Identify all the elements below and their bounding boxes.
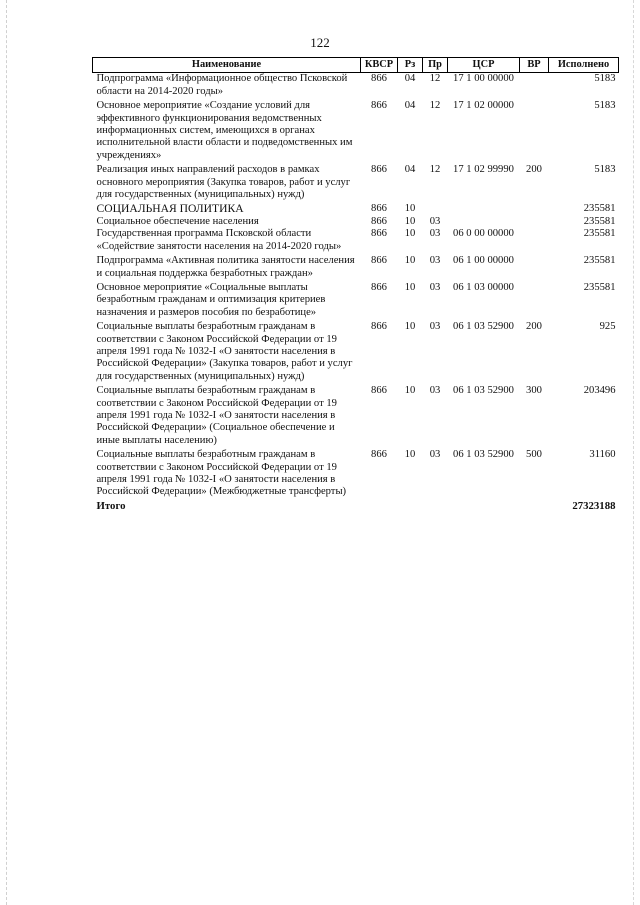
row-rz: 04	[404, 164, 416, 176]
row-name: Подпрограмма «Информационное общество Псковской области на 2014-2020 годы»	[96, 73, 348, 97]
row-kvsr: 866	[371, 385, 387, 397]
row-rz: 10	[404, 215, 416, 227]
row-pr: 03	[429, 281, 441, 293]
row-csr: 06 1 03 52900	[453, 385, 514, 397]
row-vr	[520, 280, 549, 319]
table-row	[93, 319, 619, 383]
row-name: Социальное обеспечение населения	[96, 215, 259, 227]
row-kvsr: 866	[371, 281, 387, 293]
row-rz: 10	[404, 321, 416, 333]
row-name: Реализация иных направлений расходов в рамках основного мероприятия (Закупка товаров, работ и услуг для государственных (муниципальных) нужд)	[96, 164, 351, 201]
table-row	[93, 216, 619, 228]
row-name: Государственная программа Псковской области «Содействие занятости населения на 2014-2020 годы»	[96, 228, 342, 252]
row-csr: 17 1 02 99990	[453, 164, 514, 176]
row-pr: 12	[429, 73, 441, 85]
row-name: Подпрограмма «Активная политика занятости населения и социальная поддержка безработных граждан»	[96, 255, 355, 279]
header-csr: ЦСР	[448, 58, 520, 73]
total-label: Итого	[96, 499, 126, 512]
row-csr: 17 1 02 00000	[453, 100, 514, 112]
row-vr	[520, 201, 549, 215]
header-name: Наименование	[93, 58, 361, 73]
table-row	[93, 253, 619, 280]
row-name: Основное мероприятие «Социальные выплаты безработным гражданам и оптимизация критериев назначения и размеров пособия по безработице»	[96, 281, 326, 318]
row-done: 5183	[594, 164, 616, 176]
row-rz: 10	[404, 385, 416, 397]
row-name: Социальные выплаты безработным гражданам в соответствии с Законом Российской Федерации от 19 апреля 1991 года № 1032-I «О занятости населения в Российской Федерации» (Закупка товаров, работ и услуг для государственных (муниципальных) нужд)	[96, 321, 353, 382]
table-row	[93, 73, 619, 98]
row-rz: 10	[404, 203, 416, 215]
scan-edge-left	[6, 0, 7, 905]
row-csr: 06 1 03 52900	[453, 321, 514, 333]
header-vr: ВР	[520, 58, 549, 73]
row-pr: 03	[429, 321, 441, 333]
table-row	[93, 383, 619, 447]
row-vr	[520, 253, 549, 280]
row-vr: 300	[526, 385, 542, 397]
row-rz: 04	[404, 73, 416, 85]
row-csr: 06 0 00 00000	[453, 228, 514, 240]
row-pr: 03	[429, 449, 441, 461]
table-header-row	[93, 58, 619, 73]
row-pr: 03	[429, 255, 441, 267]
header-kvsr: КВСР	[361, 58, 398, 73]
row-pr: 03	[429, 215, 441, 227]
row-csr: 06 1 00 00000	[453, 255, 514, 267]
row-kvsr: 866	[371, 100, 387, 112]
row-done: 235581	[583, 255, 616, 267]
row-name: Социальные выплаты безработным гражданам в соответствии с Законом Российской Федерации от 19 апреля 1991 года № 1032-I «О занятости населения в Российской Федерации» (Межбюджетные трансферты)	[96, 449, 347, 498]
row-name: Социальные выплаты безработным гражданам в соответствии с Законом Российской Федерации от 19 апреля 1991 года № 1032-I «О занятости населения в Российской Федерации» (Социальное обеспечение и иные выплаты населению)	[96, 385, 337, 446]
row-csr	[448, 201, 520, 215]
row-rz: 10	[404, 449, 416, 461]
row-rz: 10	[404, 281, 416, 293]
row-done: 31160	[589, 449, 616, 461]
row-vr: 500	[526, 449, 542, 461]
row-vr	[520, 228, 549, 253]
row-pr: 12	[429, 164, 441, 176]
row-done: 925	[599, 321, 616, 333]
table-row	[93, 201, 619, 215]
total-value: 27323188	[572, 499, 616, 512]
table-row	[93, 228, 619, 253]
row-vr	[520, 216, 549, 228]
row-done: 235581	[583, 203, 616, 215]
row-kvsr: 866	[371, 321, 387, 333]
row-csr	[448, 216, 520, 228]
row-kvsr: 866	[371, 215, 387, 227]
row-pr	[423, 201, 448, 215]
row-kvsr: 866	[371, 449, 387, 461]
row-vr	[520, 98, 549, 162]
row-vr: 200	[526, 321, 542, 333]
row-pr: 03	[429, 228, 441, 240]
header-done: Исполнено	[549, 58, 619, 73]
row-pr: 12	[429, 100, 441, 112]
row-kvsr: 866	[371, 228, 387, 240]
row-kvsr: 866	[371, 73, 387, 85]
row-csr: 06 1 03 52900	[453, 449, 514, 461]
table-row	[93, 447, 619, 499]
total-row	[93, 499, 619, 512]
row-rz: 04	[404, 100, 416, 112]
row-kvsr: 866	[371, 255, 387, 267]
budget-table	[92, 57, 619, 512]
header-pr: Пр	[423, 58, 448, 73]
row-vr: 200	[526, 164, 542, 176]
row-rz: 10	[404, 228, 416, 240]
row-csr: 17 1 00 00000	[453, 73, 514, 85]
page-number: 122	[310, 35, 330, 50]
table-row	[93, 280, 619, 319]
row-done: 203496	[583, 385, 616, 397]
table-row	[93, 98, 619, 162]
row-kvsr: 866	[371, 164, 387, 176]
table-row	[93, 162, 619, 201]
scan-edge-right	[633, 0, 634, 905]
row-done: 5183	[594, 73, 616, 85]
row-pr: 03	[429, 385, 441, 397]
row-done: 235581	[583, 281, 616, 293]
row-csr: 06 1 03 00000	[453, 281, 514, 293]
row-name: Основное мероприятие «Создание условий для эффективного функционирования ведомственных информационных систем, имеющихся в органах исполнительной власти области и подведомственных им учреждениях»	[96, 100, 353, 161]
row-done: 235581	[583, 215, 616, 227]
row-done: 235581	[583, 228, 616, 240]
row-done: 5183	[594, 100, 616, 112]
row-name: СОЦИАЛЬНАЯ ПОЛИТИКА	[96, 202, 244, 216]
row-kvsr: 866	[371, 203, 387, 215]
row-vr	[520, 73, 549, 98]
header-rz: Рз	[398, 58, 423, 73]
row-rz: 10	[404, 255, 416, 267]
